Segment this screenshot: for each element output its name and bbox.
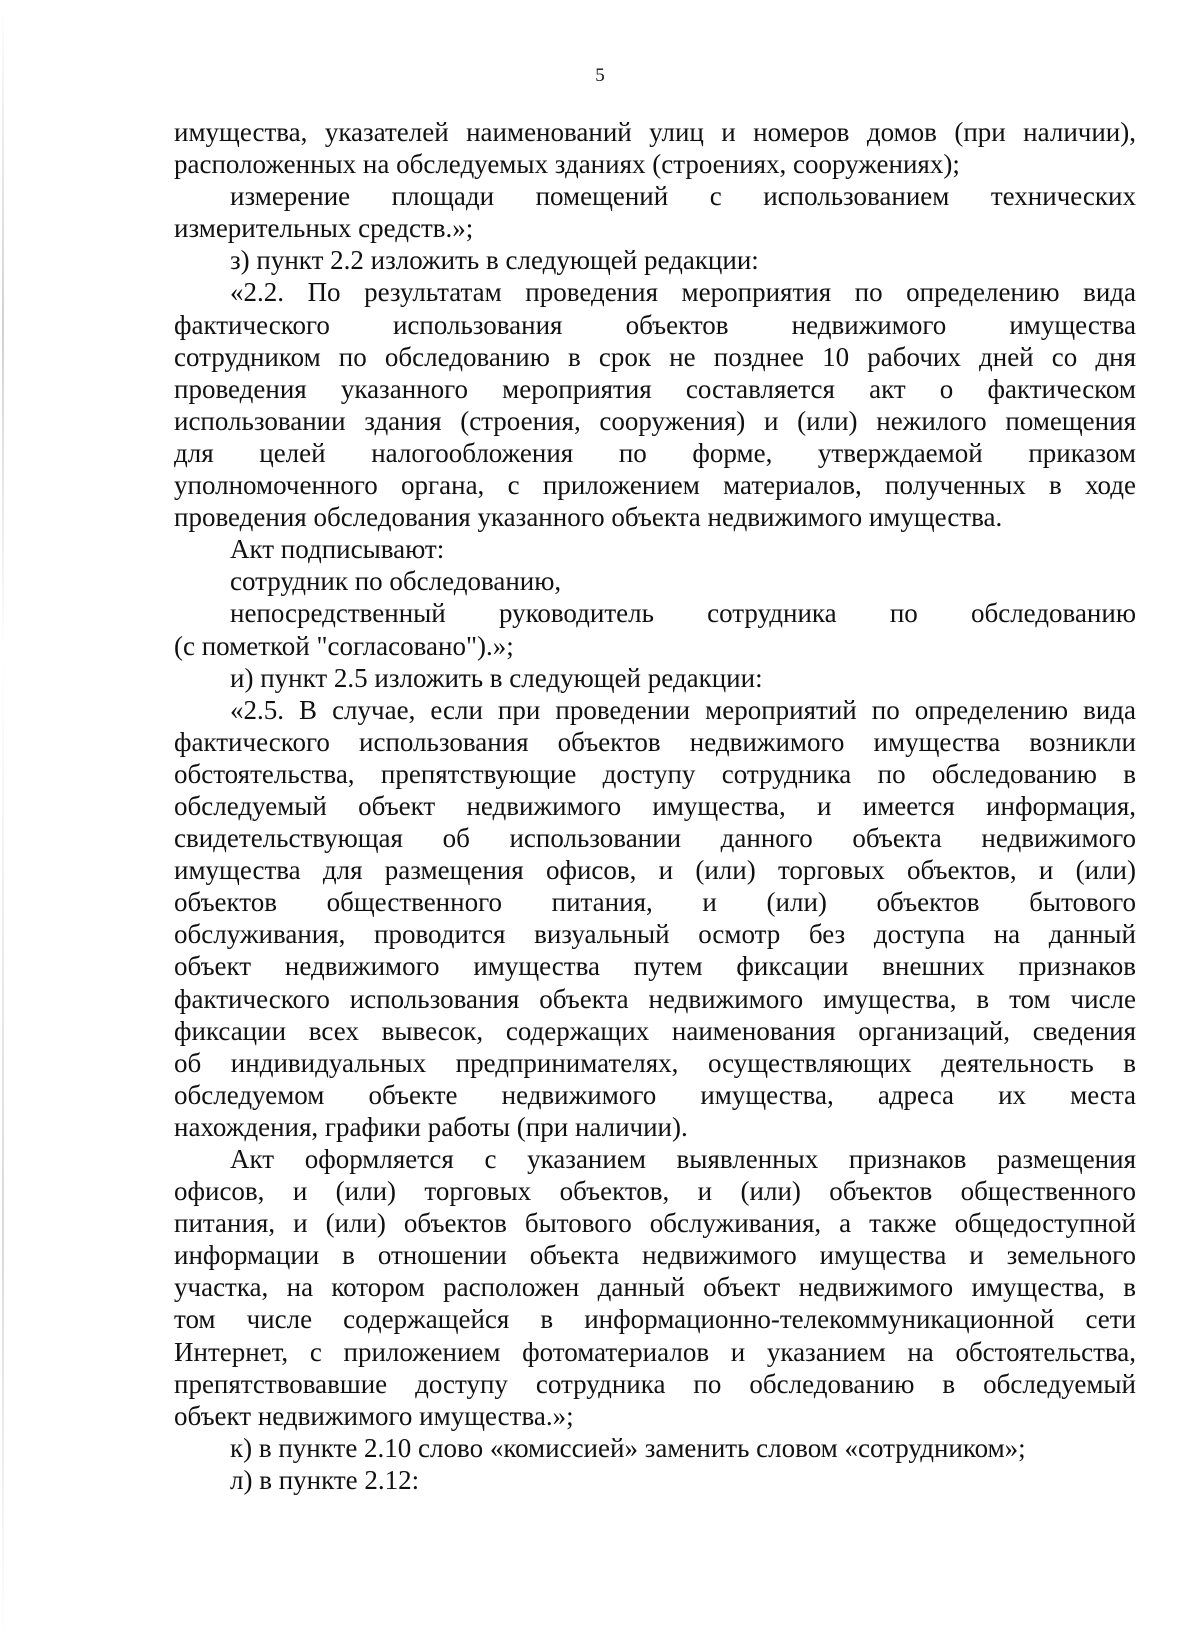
text-line: фактического использования объектов недвижимого имущества возникли: [174, 726, 1136, 757]
page-number: 5: [595, 65, 605, 86]
text-line: сотрудником по обследованию в срок не позднее 10 рабочих дней со дня: [174, 341, 1136, 372]
text-line: информации в отношении объекта недвижимого имущества и земельного: [174, 1240, 1136, 1271]
text-line: к) в пункте 2.10 слово «комиссией» заменить словом «сотрудником»;: [230, 1432, 1026, 1463]
text-line: непосредственный руководитель сотрудника по обследованию: [230, 598, 1136, 629]
text-line: обследуемый объект недвижимого имущества, и имеется информация,: [174, 790, 1136, 821]
text-line: и) пункт 2.5 изложить в следующей редакции:: [230, 662, 763, 693]
text-line: уполномоченного органа, с приложением материалов, полученных в ходе: [174, 470, 1136, 501]
text-line: имущества для размещения офисов, и (или) торговых объектов, и (или): [174, 855, 1136, 886]
text-line: объект недвижимого имущества путем фиксации внешних признаков: [174, 951, 1136, 982]
text-line: измерение площади помещений с использованием технических: [230, 181, 1136, 212]
text-line: расположенных на обследуемых зданиях (строениях, сооружениях);: [174, 149, 960, 180]
text-line: фактического использования объекта недвижимого имущества, в том числе: [174, 983, 1136, 1014]
text-line: офисов, и (или) торговых объектов, и (или) объектов общественного: [174, 1176, 1136, 1207]
text-line: препятствовавшие доступу сотрудника по обследованию в обследуемый: [174, 1368, 1136, 1399]
text-line: обследуемом объекте недвижимого имущества, адреса их места: [174, 1079, 1136, 1110]
text-line: имущества, указателей наименований улиц и номеров домов (при наличии),: [174, 117, 1136, 147]
text-line: свидетельствующая об использовании данного объекта недвижимого: [174, 823, 1136, 854]
text-line: том числе содержащейся в информационно-телекоммуникационной сети: [174, 1304, 1136, 1335]
text-line: з) пункт 2.2 изложить в следующей редакции:: [230, 245, 759, 276]
text-line: фиксации всех вывесок, содержащих наименования организаций, сведения: [174, 1015, 1136, 1046]
text-line: участка, на котором расположен данный объект недвижимого имущества, в: [174, 1272, 1136, 1303]
text-line: обстоятельства, препятствующие доступу сотрудника по обследованию в: [174, 758, 1136, 789]
text-line: нахождения, графики работы (при наличии).: [174, 1111, 688, 1142]
text-line: Акт оформляется с указанием выявленных признаков размещения: [230, 1144, 1136, 1174]
text-line: объект недвижимого имущества.»;: [174, 1400, 574, 1431]
text-line: для целей налогообложения по форме, утверждаемой приказом: [174, 437, 1136, 468]
text-line: использовании здания (строения, сооружения) и (или) нежилого помещения: [174, 405, 1136, 436]
scan-edge-shadow: [2, 0, 4, 1643]
text-line: Акт подписывают:: [230, 534, 445, 565]
text-line: фактического использования объектов недвижимого имущества: [174, 309, 1136, 340]
document-body: [174, 116, 1136, 1496]
text-line: проведения указанного мероприятия составляется акт о фактическом: [174, 373, 1136, 404]
text-line: «2.5. В случае, если при проведении мероприятий по определению вида: [230, 694, 1136, 725]
text-line: л) в пункте 2.12:: [230, 1464, 420, 1495]
text-line: (с пометкой "согласовано").»;: [174, 630, 514, 661]
text-line: питания, и (или) объектов бытового обслуживания, а также общедоступной: [174, 1208, 1136, 1239]
text-line: объектов общественного питания, и (или) объектов бытового: [174, 887, 1136, 918]
text-line: измерительных средств.»;: [174, 213, 474, 244]
text-line: об индивидуальных предпринимателях, осуществляющих деятельность в: [174, 1047, 1136, 1078]
text-line: проведения обследования указанного объекта недвижимого имущества.: [174, 502, 1003, 533]
text-line: «2.2. По результатам проведения мероприятия по определению вида: [230, 277, 1136, 308]
text-line: обслуживания, проводится визуальный осмотр без доступа на данный: [174, 919, 1136, 950]
text-line: Интернет, с приложением фотоматериалов и указанием на обстоятельства,: [174, 1336, 1136, 1367]
text-line: сотрудник по обследованию,: [230, 566, 562, 597]
